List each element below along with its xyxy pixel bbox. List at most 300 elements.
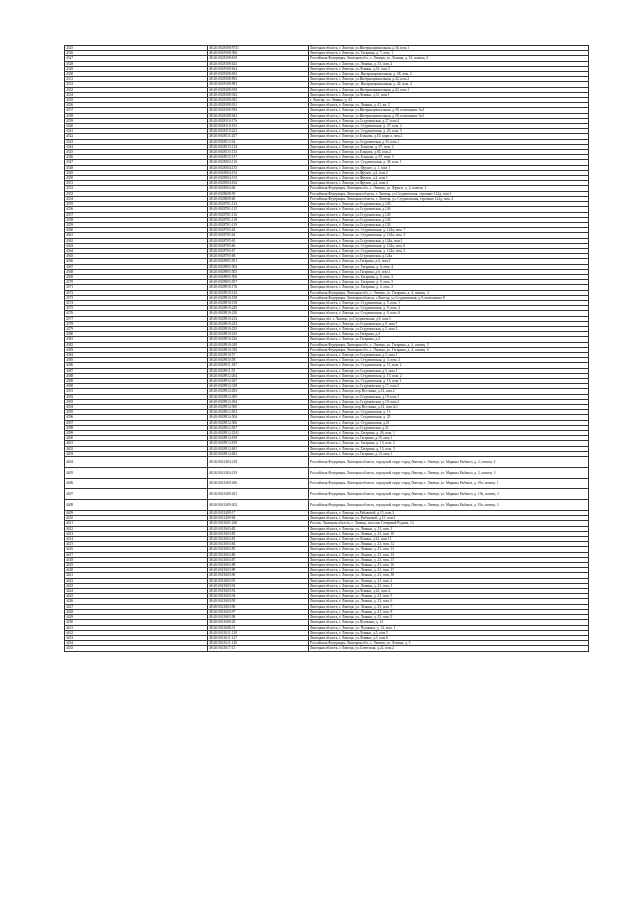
- cadastral-number-cell: 48:20:0028905:507: [208, 280, 309, 285]
- cadastral-number-cell: 48:20:0028701:115: [208, 207, 309, 212]
- row-number-cell: 4403: [65, 451, 208, 456]
- document-page: [64, 45, 579, 652]
- row-number-cell: 4421: [65, 573, 208, 578]
- row-number-cell: 4330: [65, 72, 208, 77]
- address-cell: Липецкая область, г. Липецк, ул. Ленина, д. 23, пом. 16: [309, 563, 589, 568]
- cadastral-number-cell: 48:20:0028701:119: [208, 222, 309, 227]
- cadastral-number-cell: 48:20:0028108:9731: [208, 46, 309, 51]
- row-number-cell: 4391: [65, 389, 208, 394]
- row-number-cell: 4367: [65, 264, 208, 269]
- row-number-cell: 4435: [65, 646, 208, 651]
- row-number-cell: 4369: [65, 274, 208, 279]
- address-cell: Липецкая область, г. Липецк, ул. Студеновская, д. 11, пом. 2: [309, 363, 589, 368]
- cadastral-number-cell: 48:20:0028910:235: [208, 332, 309, 337]
- address-cell: Липецкая область, г. Липецк, ул.Студеновская, д.21: [309, 425, 589, 430]
- address-cell: Липецкая область, г. Липецк, ул.Интернациональная, д.58, помещение №4: [309, 108, 589, 113]
- row-number-cell: 4401: [65, 441, 208, 446]
- address-cell: Липецкая область, г. Липецк, ул.Гагарина, д.6, пом.2: [309, 259, 589, 264]
- cadastral-number-cell: 48:20:0028108:832: [208, 72, 309, 77]
- cadastral-number-cell: 48:20:0028912:493: [208, 389, 309, 394]
- cadastral-number-cell: 48:20:0028110:192: [208, 124, 309, 129]
- cadastral-number-cell: 48:20:0028912:506: [208, 420, 309, 425]
- row-number-cell: 4414: [65, 537, 208, 542]
- address-cell: Липецкая область, г. Липецк, ул.Ленина, д.5, пом.5: [309, 630, 589, 635]
- cadastral-number-cell: 48:20:0028108:619: [208, 56, 309, 61]
- cadastral-number-cell: 48:20:0021617:13: [208, 646, 309, 651]
- row-number-cell: 4395: [65, 410, 208, 415]
- address-cell: Липецкая область, г. Липецк, ул. Студеновская, д. 15, пом. 1: [309, 379, 589, 384]
- cadastral-number-cell: 48:20:0028912:318: [208, 384, 309, 389]
- cadastral-number-cell: 48:20:0021611:128: [208, 641, 309, 646]
- row-number-cell: 4329: [65, 66, 208, 71]
- row-number-cell: 4381: [65, 337, 208, 342]
- row-number-cell: 4360: [65, 228, 208, 233]
- address-cell: Липецкая область, г. Липецк, ул. Гагарина, д. 6, пом. 4: [309, 264, 589, 269]
- table-row: [65, 489, 589, 500]
- cadastral-number-cell: 48:20:0028910:232: [208, 316, 309, 321]
- address-cell: Липецкая область, г. Липецк, ул. Ленина, д. 23, пом. 13: [309, 547, 589, 552]
- row-number-cell: 4383: [65, 347, 208, 352]
- cadastral-number-cell: 48:20:0028504:40: [208, 186, 309, 191]
- address-cell: Липецкая область, г. Липецк, ул. Ленина, д. 23, пом. 5: [309, 594, 589, 599]
- address-cell: Липецкая область, г. Липецк, ул. Студеновская, д. 3, пом. 2: [309, 358, 589, 363]
- address-cell: Липецкая область, г. Липецк, ул. Ленина, д. 23, пом. 1: [309, 526, 589, 531]
- row-number-cell: 4424: [65, 589, 208, 594]
- row-number-cell: 4411: [65, 521, 208, 526]
- row-number-cell: 4405: [65, 467, 208, 478]
- row-number-cell: 4387: [65, 368, 208, 373]
- cadastral-number-cell: 48:20:0028912:264: [208, 373, 309, 378]
- row-number-cell: 4385: [65, 358, 208, 363]
- table-row: [65, 478, 589, 489]
- cadastral-number-cell: 48:20:0021409:206: [208, 478, 309, 489]
- address-cell: Липецкая область, г. Липецк, ул.Студеновская, д.19, пом.2: [309, 399, 589, 404]
- address-cell: Липецкая область, г. Липецк, ул.Студеновская, д.3, пом.1: [309, 352, 589, 357]
- address-cell: Липецкая область, г. Липецк, ул.Студеновская, д.126: [309, 217, 589, 222]
- row-number-cell: 4382: [65, 342, 208, 347]
- address-cell: Липецкая область, г. Липецк, ул.Ленина, д.31, пом.1: [309, 92, 589, 97]
- address-cell: Липецкая область, г. Липецк, ул.Ленина, д.33, пом.3: [309, 66, 589, 71]
- cadastral-number-cell: 48:20:0028108:925: [208, 98, 309, 103]
- row-number-cell: 4398: [65, 425, 208, 430]
- cadastral-number-cell: 48:20:0021611:120: [208, 630, 309, 635]
- row-number-cell: 4393: [65, 399, 208, 404]
- row-number-cell: 4374: [65, 300, 208, 305]
- row-number-cell: 4325: [65, 46, 208, 51]
- address-cell: Липецкая область, г. Липецк, ул. Ленина, д. 33, пом. 2: [309, 61, 589, 66]
- row-number-cell: 4416: [65, 547, 208, 552]
- cadastral-number-cell: 48:20:0028108:942: [208, 113, 309, 118]
- address-cell: Липецкая область, г. Липецк, ул. Студеновская, д. 13: [309, 410, 589, 415]
- address-cell: Российская Федерация, Липецкая область, г.Липецк, ул.Студеновская, д.9, помещение 8: [309, 295, 589, 300]
- row-number-cell: 4422: [65, 578, 208, 583]
- row-number-cell: 4354: [65, 196, 208, 201]
- cadastral-number-cell: 48:20:0028705:68: [208, 254, 309, 259]
- cadastral-number-cell: 48:20:0028912:495: [208, 394, 309, 399]
- row-number-cell: 4402: [65, 446, 208, 451]
- cadastral-number-cell: 48:20:0021603:92: [208, 583, 309, 588]
- cadastral-number-cell: 48:20:0028910:142: [208, 290, 309, 295]
- address-cell: Россия, Липецкая область, г. Липецк, поселок Северный Рудник, 12: [309, 521, 589, 526]
- row-number-cell: 4348: [65, 165, 208, 170]
- cadastral-number-cell: 48:20:0028912:842: [208, 451, 309, 456]
- address-cell: Липецкая область, г. Липецк, ул.Советская, д.22, пом.2: [309, 646, 589, 651]
- row-number-cell: 4426: [65, 599, 208, 604]
- cadastral-number-cell: 48:20:0021404:218: [208, 457, 309, 468]
- cadastral-number-cell: 48:20:0028910:349: [208, 342, 309, 347]
- cadastral-number-cell: 48:20:0028515:135: [208, 150, 309, 155]
- address-cell: Липецкая область, г. Липецк, ул.Ленина, д.5, пом.6: [309, 635, 589, 640]
- cadastral-number-cell: 48:20:0021603:85: [208, 547, 309, 552]
- cadastral-number-cell: 48:20:0028108:306: [208, 51, 309, 56]
- cadastral-number-cell: 48:20:0021409:202: [208, 500, 309, 511]
- row-number-cell: 4327: [65, 56, 208, 61]
- address-cell: Липецкая область, г. Липецк, ул. Гагарина, д. 6, пом. 3: [309, 274, 589, 279]
- cadastral-number-cell: 48:20:0028108:623: [208, 61, 309, 66]
- address-cell: Липецкая область, г. Липецк, ул.Студеновская, д.126: [309, 207, 589, 212]
- row-number-cell: 4344: [65, 144, 208, 149]
- cadastral-number-cell: 48:20:0021603:89: [208, 568, 309, 573]
- address-cell: Липецкая область, г. Липецк, ул. Студеновская, д. 124а, пом. 6: [309, 243, 589, 248]
- address-cell: Липецкая область, г. Липецк, ул.Гагарина, д.4: [309, 332, 589, 337]
- row-number-cell: 4400: [65, 436, 208, 441]
- registry-table: [64, 45, 589, 652]
- row-number-cell: 4357: [65, 212, 208, 217]
- cadastral-number-cell: 48:20:0028701:118: [208, 217, 309, 222]
- cadastral-number-cell: 48:20:0021611:127: [208, 635, 309, 640]
- row-number-cell: 4427: [65, 604, 208, 609]
- address-cell: Российская Федерация, Липецкая обл., г. Липецк, ул. Гагарина, д. 4, помещ. 5: [309, 342, 589, 347]
- cadastral-number-cell: 48:20:0028910:230: [208, 311, 309, 316]
- cadastral-number-cell: 48:20:0028108:931: [208, 103, 309, 108]
- row-number-cell: 4343: [65, 139, 208, 144]
- address-cell: Липецкая область, г. Липецк, ул. Ленина, д. 23, пом. 10: [309, 531, 589, 536]
- cadastral-number-cell: 48:20:0021603:88: [208, 563, 309, 568]
- row-number-cell: 4404: [65, 457, 208, 468]
- row-number-cell: 4370: [65, 280, 208, 285]
- address-cell: Липецкая область, г. Липецк, ул.Ельцова, д.65, пом.2: [309, 150, 589, 155]
- address-cell: Липецкая область, г. Липецк, ул. Студеновская, д. 38, пом. 1: [309, 160, 589, 165]
- address-cell: Липецкая область, г. Липецк, ул. Ленина, д. 23, пом. 8: [309, 609, 589, 614]
- address-cell: Липецкая область, г. Липецк, ул. Ленина, д. 23, пом. 15: [309, 557, 589, 562]
- address-cell: Липецкая область, г. Липецк, ул. Ленина, д. 23, пом. 7: [309, 604, 589, 609]
- cadastral-number-cell: 48:20:0021409:201: [208, 489, 309, 500]
- cadastral-number-cell: 48:20:0028108:892: [208, 77, 309, 82]
- row-number-cell: 4363: [65, 243, 208, 248]
- address-cell: Липецкая область, г. Липецк, ул. Ленина, д. 23, пом. 14: [309, 552, 589, 557]
- address-cell: Российская Федерация, Липецкая обл., г. Липецк, ул. Гагарина, д. 4, помещ. 6: [309, 347, 589, 352]
- row-number-cell: 4331: [65, 77, 208, 82]
- address-cell: Липецкая область, г. Липецк, ул.Гагарина, д.13, пом.1: [309, 451, 589, 456]
- row-number-cell: 4428: [65, 609, 208, 614]
- row-number-cell: 4389: [65, 379, 208, 384]
- row-number-cell: 4346: [65, 155, 208, 160]
- address-cell: Липецкая область, г. Липецк, ул. Студеновская, д. 27, пом. 2: [309, 124, 589, 129]
- cadastral-number-cell: 48:20:0021603:87: [208, 557, 309, 562]
- address-cell: Российская Федерация, Липецкая обл., г. Липецк, ул. Фрунзе, д. 2, помещ. 1: [309, 186, 589, 191]
- cadastral-number-cell: 48:20:0028912:500: [208, 405, 309, 410]
- row-number-cell: 4415: [65, 542, 208, 547]
- address-cell: Липецкая область, г. Липецк, ул.Гагарина, д.6, пом.1: [309, 269, 589, 274]
- cadastral-number-cell: 48:20:0028912:2541: [208, 431, 309, 436]
- address-cell: Российская Федерация, Липецкая обл., г. Липецк, ул. Ленина, д. 5: [309, 641, 589, 646]
- row-number-cell: 4339: [65, 118, 208, 123]
- cadastral-number-cell: 48:20:0028910:58: [208, 358, 309, 363]
- address-cell: Липецкая область, г. Липецк, ул. Фрунзе, д. 1, пом. 1: [309, 165, 589, 170]
- cadastral-number-cell: 48:20:0021603:90: [208, 573, 309, 578]
- row-number-cell: 4377: [65, 316, 208, 321]
- row-number-cell: 4390: [65, 384, 208, 389]
- row-number-cell: 4406: [65, 478, 208, 489]
- address-cell: Липецкая область, г. Липецк, ул.Пушкина, д. 14: [309, 620, 589, 625]
- row-number-cell: 4434: [65, 641, 208, 646]
- row-number-cell: 4341: [65, 129, 208, 134]
- row-number-cell: 4413: [65, 531, 208, 536]
- address-cell: Липецкая область, г. Липецк, ул.Гагарина, д.15, пом.1: [309, 436, 589, 441]
- cadastral-number-cell: 48:20:0028515:134: [208, 144, 309, 149]
- cadastral-number-cell: 48:20:0028504:155: [208, 176, 309, 181]
- row-number-cell: 4409: [65, 511, 208, 516]
- cadastral-number-cell: 48:20:0021603:84: [208, 542, 309, 547]
- address-cell: Липецкая область, г. Липецк, ул.Студеновская, д.124а: [309, 254, 589, 259]
- registry-table-body: [65, 46, 589, 652]
- row-number-cell: 4394: [65, 405, 208, 410]
- row-number-cell: 4358: [65, 217, 208, 222]
- address-cell: Липецкая область, г. Липецк, ул.Интернациональная, д.42, пом.2: [309, 77, 589, 82]
- row-number-cell: 4399: [65, 431, 208, 436]
- address-cell: Липецкая область, г. Липецк, ул.Студеновская, д.19, пом.1: [309, 394, 589, 399]
- cadastral-number-cell: 48:20:0028910:176: [208, 285, 309, 290]
- row-number-cell: 4384: [65, 352, 208, 357]
- address-cell: Липецкая область, г. Липецк, ул. Ленина, д. 23, пом. 3: [309, 583, 589, 588]
- address-cell: Липецкая область, г. Липецк, ул.Ельцова, д.10, корп.а, пом.2: [309, 134, 589, 139]
- cadastral-number-cell: 48:20:0028912:819: [208, 441, 309, 446]
- cadastral-number-cell: 48:20:0028910:236: [208, 337, 309, 342]
- cadastral-number-cell: 48:20:0028513:54: [208, 139, 309, 144]
- cadastral-number-cell: 48:20:0021603:93: [208, 589, 309, 594]
- address-cell: Липецкая область, г. Липецк, ул. Пушкина, д. 14, пом. 1: [309, 625, 589, 630]
- address-cell: Липецкая область, г. Липецк, ул.Студеновская, д.9, пом.7: [309, 321, 589, 326]
- address-cell: Липецкая область, г. Липецк, ул. Студеновская, д. 15, пом. 2: [309, 373, 589, 378]
- address-cell: Липецкая область, г. Липецк, ул. Гагарина, д. 13, пом. 2: [309, 441, 589, 446]
- row-number-cell: 4386: [65, 363, 208, 368]
- row-number-cell: 4423: [65, 583, 208, 588]
- address-cell: Липецкая область, г. Липецк, ул.Студеновская, д.126: [309, 202, 589, 207]
- table-row: [65, 646, 589, 651]
- cadastral-number-cell: 48:20:0021603:82: [208, 526, 309, 531]
- row-number-cell: 4420: [65, 568, 208, 573]
- row-number-cell: 4366: [65, 259, 208, 264]
- address-cell: Липецкая область, г. Липецк, ул.Фрунзе, д.2, пом.1: [309, 176, 589, 181]
- row-number-cell: 4340: [65, 124, 208, 129]
- row-number-cell: 4328: [65, 61, 208, 66]
- row-number-cell: 4337: [65, 108, 208, 113]
- row-number-cell: 4335: [65, 98, 208, 103]
- row-number-cell: 4336: [65, 103, 208, 108]
- cadastral-number-cell: 48:20:0028504:154: [208, 170, 309, 175]
- row-number-cell: 4432: [65, 630, 208, 635]
- address-cell: Липецкая область, г. Липецк, ул. Студеновская, д. 5, пом. 1: [309, 300, 589, 305]
- address-cell: Липецкая область, г. Липецк, ул. Ленина, д. 23, пом. 38: [309, 573, 589, 578]
- row-number-cell: 4429: [65, 615, 208, 620]
- address-cell: Липецкая область, г. Липецк, ул.Рабаковой, д.15, пом.2: [309, 511, 589, 516]
- row-number-cell: 4333: [65, 87, 208, 92]
- cadastral-number-cell: 48:20:0028108:893: [208, 82, 309, 87]
- address-cell: Липецкая область, г. Липецк, ул. Студеновская, д. 124а, пом. 7: [309, 228, 589, 233]
- row-number-cell: 4418: [65, 557, 208, 562]
- address-cell: г. Липецк, ул. Ленина, д. 43: [309, 98, 589, 103]
- row-number-cell: 4362: [65, 238, 208, 243]
- row-number-cell: 4412: [65, 526, 208, 531]
- address-cell: Липецкая область, г. Липецк, ул. Ельцова, д. 67, пом. 3: [309, 155, 589, 160]
- row-number-cell: 4408: [65, 500, 208, 511]
- row-number-cell: 4431: [65, 625, 208, 630]
- row-number-cell: 4430: [65, 620, 208, 625]
- cadastral-number-cell: 48:20:0021603:86: [208, 552, 309, 557]
- address-cell: Липецкая область, г. Липецк, ул. Ленина, д. 41, кв. 2: [309, 103, 589, 108]
- address-cell: Российская Федерация, Липецкая область, городской округ город Липецк, г. Липецк, ул. Марины Рыбаклэ, д. 2, помещ. 2: [309, 457, 589, 468]
- row-number-cell: 4379: [65, 326, 208, 331]
- cadastral-number-cell: 48:20:0028912:504: [208, 415, 309, 420]
- cadastral-number-cell: 48:20:0028910:139: [208, 300, 309, 305]
- cadastral-number-cell: 48:20:0028608:59: [208, 191, 309, 196]
- cadastral-number-cell: 48:20:0028910:229: [208, 306, 309, 311]
- table-row: [65, 457, 589, 468]
- row-number-cell: 4378: [65, 321, 208, 326]
- cadastral-number-cell: 48:20:0021603:83: [208, 537, 309, 542]
- cadastral-number-cell: 48:20:0028912:841: [208, 446, 309, 451]
- cadastral-number-cell: 48:20:0028910:198: [208, 295, 309, 300]
- cadastral-number-cell: 48:20:0028511:207: [208, 134, 309, 139]
- row-number-cell: 4334: [65, 92, 208, 97]
- address-cell: Липецкая область, г. Липецк, ул. Студеновская, д. 124а, пом. 3: [309, 233, 589, 238]
- address-cell: Липецкая обл. г. Липецк, ул.Студеновская, д.9, пом.5: [309, 316, 589, 321]
- row-number-cell: 4342: [65, 134, 208, 139]
- address-cell: Липецкая область, г. Липецк, ул. Рыбаковой, д.15, пом.1: [309, 516, 589, 521]
- address-cell: Российская Федерация, Липецкая обл., г. Липецк, ул. Ленина, д. 31, помещ. 4: [309, 56, 589, 61]
- cadastral-number-cell: 48:20:0021603:98: [208, 615, 309, 620]
- row-number-cell: 4376: [65, 311, 208, 316]
- cadastral-number-cell: 48:20:0028905:504: [208, 264, 309, 269]
- address-cell: Липецкая область, г. Липецк, ул.Студеновская, д.126: [309, 222, 589, 227]
- address-cell: Липецкая область, г. Липецк, пер.Вестника, д.14, пом.№1: [309, 405, 589, 410]
- cadastral-number-cell: 48:20:0028912:818: [208, 436, 309, 441]
- cadastral-number-cell: 48:20:0028705:67: [208, 248, 309, 253]
- address-cell: Липецкая область, г. Липецк, ул. Ленина, д. 23, пом. 2: [309, 578, 589, 583]
- cadastral-number-cell: 48:20:0028108:919: [208, 87, 309, 92]
- row-number-cell: 4347: [65, 160, 208, 165]
- cadastral-number-cell: 48:20:0021603:91: [208, 578, 309, 583]
- cadastral-number-cell: 48:20:0028912:267: [208, 379, 309, 384]
- address-cell: Липецкая область, г. Липецк, ул.Интернациональная, д.58, помещение №3: [309, 113, 589, 118]
- row-number-cell: 4326: [65, 51, 208, 56]
- row-number-cell: 4372: [65, 290, 208, 295]
- address-cell: Российская Федерация, Липецкая область, г. Липецк, ул. Студеновская, строение 122д, пом. 2: [309, 196, 589, 201]
- cadastral-number-cell: 48:20:0028912:507: [208, 425, 309, 430]
- address-cell: Российская Федерация, Липецкая область, городской округ город Липецк, г. Липецк, ул. Марины Рыбаклэ, д. 19а, помещ. 2: [309, 489, 589, 500]
- cadastral-number-cell: 48:20:0028905:506: [208, 274, 309, 279]
- address-cell: Липецкая область, г. Липецк, ул. Гагарина, д. 13, пом. 3: [309, 446, 589, 451]
- address-cell: Липецкая область, г. Липецк, ул.Интернациональная, д.42, пом.1: [309, 87, 589, 92]
- address-cell: Липецкая область, г. Липецк, ул.Гагарина, д.4: [309, 337, 589, 342]
- cadastral-number-cell: 48:20:0028910:57: [208, 352, 309, 357]
- address-cell: Липецкая область, г. Липецк, ул.Ленина, д.23, пом.11: [309, 537, 589, 542]
- row-number-cell: 4410: [65, 516, 208, 521]
- address-cell: Липецкая область, г. Липецк, ул. Студеновская, д. 9, пом. 4: [309, 306, 589, 311]
- address-cell: Липецкая область, г. Липецк, ул.Интернациональная, д.36, пом.1: [309, 46, 589, 51]
- cadastral-number-cell: 48:20:0021409:68: [208, 516, 309, 521]
- address-cell: Липецкая область, г. Липецк, ул.Студеновская, д.27, пом.4: [309, 118, 589, 123]
- row-number-cell: 4361: [65, 233, 208, 238]
- cadastral-number-cell: 48:20:0028108:624: [208, 66, 309, 71]
- row-number-cell: 4351: [65, 181, 208, 186]
- address-cell: Липецкая область, г. Липецк, ул. Интернациональная, д. 42, пом. 4: [309, 82, 589, 87]
- address-cell: Липецкая область, г. Липецк, ул. Гагарина, д. 26, пом. 1: [309, 431, 589, 436]
- row-number-cell: 4338: [65, 113, 208, 118]
- cadastral-number-cell: 48:20:0028110:176: [208, 118, 309, 123]
- cadastral-number-cell: 48:20:0028905:501: [208, 259, 309, 264]
- address-cell: Липецкая область, г. Липецк, ул.Студеновская, д.5, пом.3: [309, 326, 589, 331]
- row-number-cell: 4353: [65, 191, 208, 196]
- cadastral-number-cell: 48:20:0021603:94: [208, 594, 309, 599]
- row-number-cell: 4425: [65, 594, 208, 599]
- cadastral-number-cell: 48:20:0028504:162: [208, 181, 309, 186]
- cadastral-number-cell: 48:20:0028502:116: [208, 160, 309, 165]
- cadastral-number-cell: 48:20:0028910:233: [208, 321, 309, 326]
- cadastral-number-cell: 48:20:0028701:123: [208, 202, 309, 207]
- row-number-cell: 4350: [65, 176, 208, 181]
- row-number-cell: 4364: [65, 248, 208, 253]
- cadastral-number-cell: 48:20:0021404:219: [208, 467, 309, 478]
- cadastral-number-cell: 48:20:0028912:494: [208, 399, 309, 404]
- cadastral-number-cell: 48:20:0028911:55: [208, 368, 309, 373]
- row-number-cell: 4397: [65, 420, 208, 425]
- cadastral-number-cell: 48:20:0028110:223: [208, 129, 309, 134]
- row-number-cell: 4352: [65, 186, 208, 191]
- cadastral-number-cell: 48:20:0021603:95: [208, 599, 309, 604]
- cadastral-number-cell: 48:20:0021603:97: [208, 609, 309, 614]
- row-number-cell: 4419: [65, 563, 208, 568]
- row-number-cell: 4355: [65, 202, 208, 207]
- cadastral-number-cell: 48:20:0021608:51: [208, 625, 309, 630]
- cadastral-number-cell: 48:20:0028911:187: [208, 363, 309, 368]
- cadastral-number-cell: 48:20:0021603:96: [208, 604, 309, 609]
- address-cell: Липецкая область, г. Липецк, ул.Фрунзе, д.2, пом.2: [309, 170, 589, 175]
- cadastral-number-cell: 48:20:0028705:64: [208, 233, 309, 238]
- row-number-cell: 4368: [65, 269, 208, 274]
- row-number-cell: 4396: [65, 415, 208, 420]
- row-number-cell: 4433: [65, 635, 208, 640]
- address-cell: Липецкая область, г. Липецк, ул. Гагарина, д. 6, пом. 5: [309, 280, 589, 285]
- cadastral-number-cell: 48:20:0028515:137: [208, 155, 309, 160]
- address-cell: Липецкая область, г. Липецк, ул. Интернациональная, д. 58, пом. 2: [309, 72, 589, 77]
- address-cell: Липецкая область, г. Липецк, пер.Вестника, д.14, пом.2: [309, 389, 589, 394]
- cadastral-number-cell: 48:20:0028504:135: [208, 165, 309, 170]
- address-cell: Липецкая область, г. Липецк, ул.Студеновская, д.126: [309, 212, 589, 217]
- address-cell: Российская Федерация, Липецкая область, г. Липецк, ул.Студеновская, строение 122д, пом.1: [309, 191, 589, 196]
- row-number-cell: 4359: [65, 222, 208, 227]
- address-cell: Липецкая область, г. Липецк, ул.Студеновская, д.5, пом.1: [309, 368, 589, 373]
- address-cell: Липецкая область, г. Липецк, ул. Ельцова, д. 67, пом. 4: [309, 144, 589, 149]
- row-number-cell: 4375: [65, 306, 208, 311]
- row-number-cell: 4332: [65, 82, 208, 87]
- row-number-cell: 4417: [65, 552, 208, 557]
- cadastral-number-cell: 48:20:0021603:85: [208, 531, 309, 536]
- row-number-cell: 4349: [65, 170, 208, 175]
- address-cell: Липецкая область, г. Липецк, ул. Студеновская, д. 25, пом. 5: [309, 129, 589, 134]
- cadastral-number-cell: 48:20:0028910:235: [208, 326, 309, 331]
- row-number-cell: 4345: [65, 150, 208, 155]
